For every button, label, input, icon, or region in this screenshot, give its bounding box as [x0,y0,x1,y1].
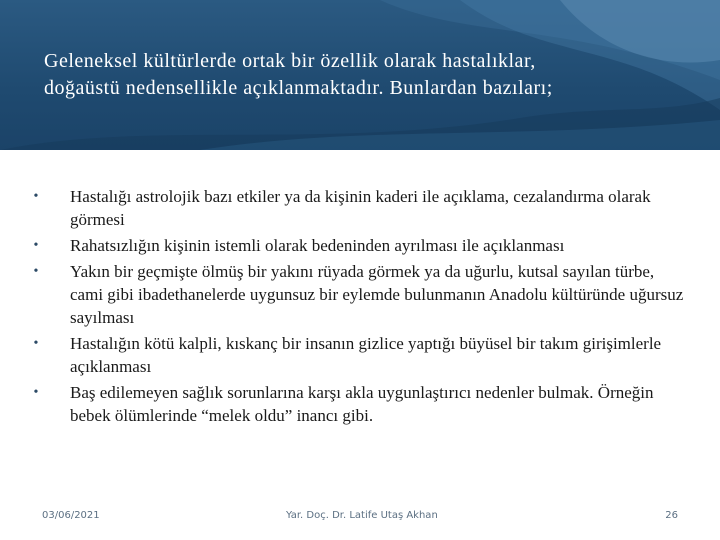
bullet-text: Hastalığı astrolojik bazı etkiler ya da kişinin kaderi ile açıklama, cezalandırma olarak görmesi [70,187,651,229]
bullet-item [28,234,688,257]
bullet-icon: • [33,189,39,204]
bullet-item [28,260,688,329]
page-number: 26 [665,510,678,521]
bullet-icon: • [33,264,39,279]
title-line-2: doğaüstü nedensellikle açıklanmaktadır. Bunlardan bazıları; [44,77,553,99]
slide-title [44,48,684,102]
bullet-item [28,332,688,378]
bullet-icon: • [33,238,39,253]
bullet-icon: • [33,385,39,400]
bullet-text: Baş edilemeyen sağlık sorunlarına karşı akla uygunlaştırıcı nedenler bulmak. Örneğin bebek ölümlerinde “melek oldu” inancı gibi. [70,383,654,425]
title-line-1: Geleneksel kültürlerde ortak bir özellik olarak hastalıklar, [44,50,536,72]
footer-author: Yar. Doç. Dr. Latife Utaş Akhan [286,510,438,521]
footer-date: 03/06/2021 [42,510,100,521]
bullet-text: Hastalığın kötü kalpli, kıskanç bir insanın gizlice yaptığı büyüsel bir takım girişimlerle açıklanması [70,334,662,376]
title-banner [0,0,720,150]
bullet-text: Rahatsızlığın kişinin istemli olarak bedeninden ayrılması ile açıklanması [70,236,565,255]
bullet-item [28,185,688,231]
bullet-item [28,381,688,427]
bullet-list [28,185,688,430]
bullet-icon: • [33,336,39,351]
bullet-text: Yakın bir geçmişte ölmüş bir yakını rüyada görmek ya da uğurlu, kutsal sayılan türbe, cami gibi ibadethanelerde uygunsuz bir eylemde bulunmanın Anadolu kültüründe uğursuz sayılması [70,262,684,327]
slide-footer [0,506,720,526]
